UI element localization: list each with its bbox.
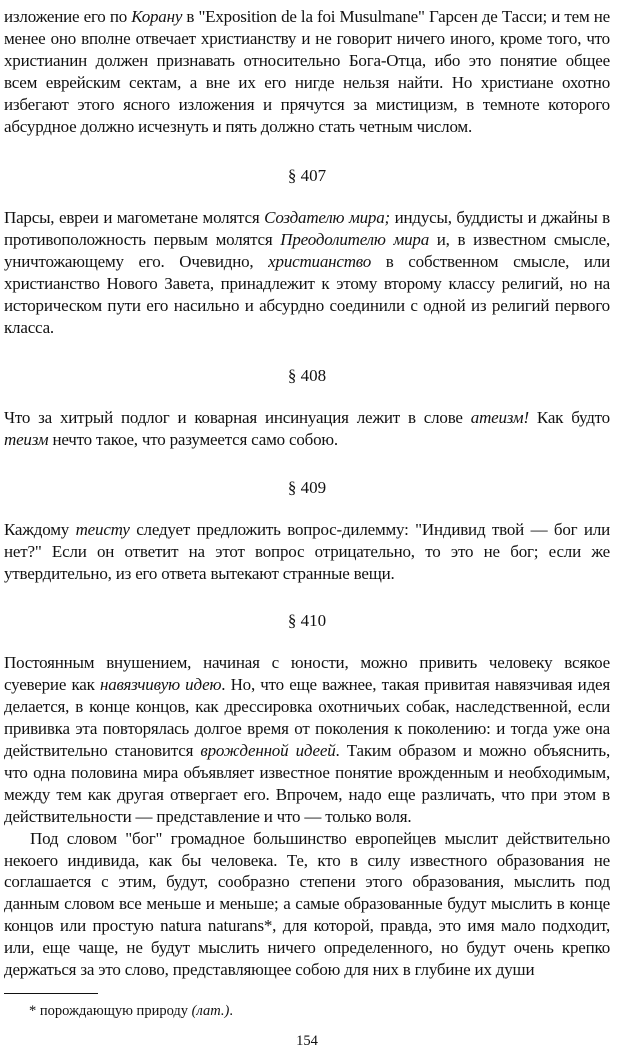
section-heading-410: § 410	[287, 611, 327, 631]
section-heading-409: § 409	[287, 477, 327, 497]
footnote-divider	[4, 993, 98, 994]
text-run: изложение его по	[4, 7, 132, 26]
italic-run: теисту	[75, 519, 130, 539]
text-run: Постоянным внушением, начиная с юности, можно привить человеку всякое суеверие как	[4, 653, 610, 695]
book-page	[4, 6, 610, 1050]
text-run: Парсы, евреи и магометане молятся	[4, 208, 265, 228]
italic-run: навязчивую идею	[99, 675, 222, 695]
text-run: Что за хитрый подлог и коварная инсинуация лежит в слове	[4, 407, 471, 427]
italic-run: Корану	[131, 7, 183, 26]
italic-run: (лат.)	[191, 1003, 230, 1019]
text-run: * порождающую природу	[29, 1003, 192, 1019]
section-409-text	[4, 519, 610, 585]
section-408-text	[4, 407, 610, 451]
text-run: следует предложить вопрос-дилемму: "Индивид твой — бог или нет?" Если он ответит на этот вопрос отрицательно, то это не бог; если же утвердительно, из его ответа вытекают странные вещи.	[4, 519, 611, 583]
text-run: . Таким образом и можно объяснить, что одна половина мира объявляет известное понятие врожденным и необходимым, между тем как другая отвергает его. Впрочем, надо еще различать, что при этом в действительности — представление и что — только воля.	[4, 741, 611, 826]
page-number: 154	[296, 1033, 318, 1049]
italic-run: теизм	[4, 429, 49, 449]
text-run: .	[229, 1003, 233, 1019]
footnote	[4, 1002, 610, 1020]
italic-run: атеизм!	[470, 407, 529, 427]
text-run: Как будто	[528, 407, 610, 427]
paragraph-continued	[4, 6, 610, 137]
italic-run: христианство	[268, 252, 372, 272]
italic-run: Создателю мира;	[264, 208, 390, 228]
section-heading-407: § 407	[287, 166, 327, 186]
section-410-paragraph-2: Под словом "бог" громадное большинство европейцев мыслит действительно некоего индивида, как бы человека. Те, кто в силу известного образования не соглашается с этим, будут, сообразно степени этого образования, мыслить под данным словом все меньше и меньше; а самые образованные будут мыслить в конце концов или простую natura naturans*, для которой, правда, это имя мало подходит, или, еще чаще, не будут мыслить ничего определенного, но будут очень крепко держаться за это слово, представляющее собою для них в глубине их души	[4, 828, 610, 980]
italic-run: Преодолителю мира	[280, 230, 429, 250]
section-heading-408: § 408	[287, 365, 327, 385]
italic-run: врожденной идеей	[200, 741, 336, 761]
text-run: . Но, что еще важнее, такая привитая навязчивая идея делается, в конце концов, как дрессировка охотничьих собак, наследственной, если прививка эта повторялась долгое время от поколения к поколению: и тогда уже она действительно становится	[4, 675, 610, 761]
text-run: Каждому	[4, 519, 76, 539]
section-410-text	[4, 652, 610, 827]
text-run: и, в известном смысле, уничтожающему его. Очевидно,	[4, 230, 610, 272]
section-407-text	[4, 207, 610, 338]
text-run: в "Exposition de la foi Musulmane" Гарсен де Тасси; и тем не менее оно вполне отвечает христианству и не говорит ничего иного, кроме того, что христианин должен признавать относительно Бога-Отца, ибо это понятие общее всем еврейским сектам, а вне их его нигде нельзя найти. Но христиане охотно избегают этого ясного изложения и прячутся за мистицизм, в темноте которого абсурдное должно исчезнуть и пять должно стать четным числом.	[4, 7, 610, 136]
text-run: нечто такое, что разумеется само собою.	[48, 429, 338, 449]
text-run: индусы, буддисты и джайны в противоположность первым молятся	[4, 208, 611, 250]
text-run: в собственном смысле, или христианство Нового Завета, принадлежит к этому второму классу религий, но на историческом пути его насильно и абсурдно соединили с одной из религий первого класса.	[4, 252, 611, 337]
